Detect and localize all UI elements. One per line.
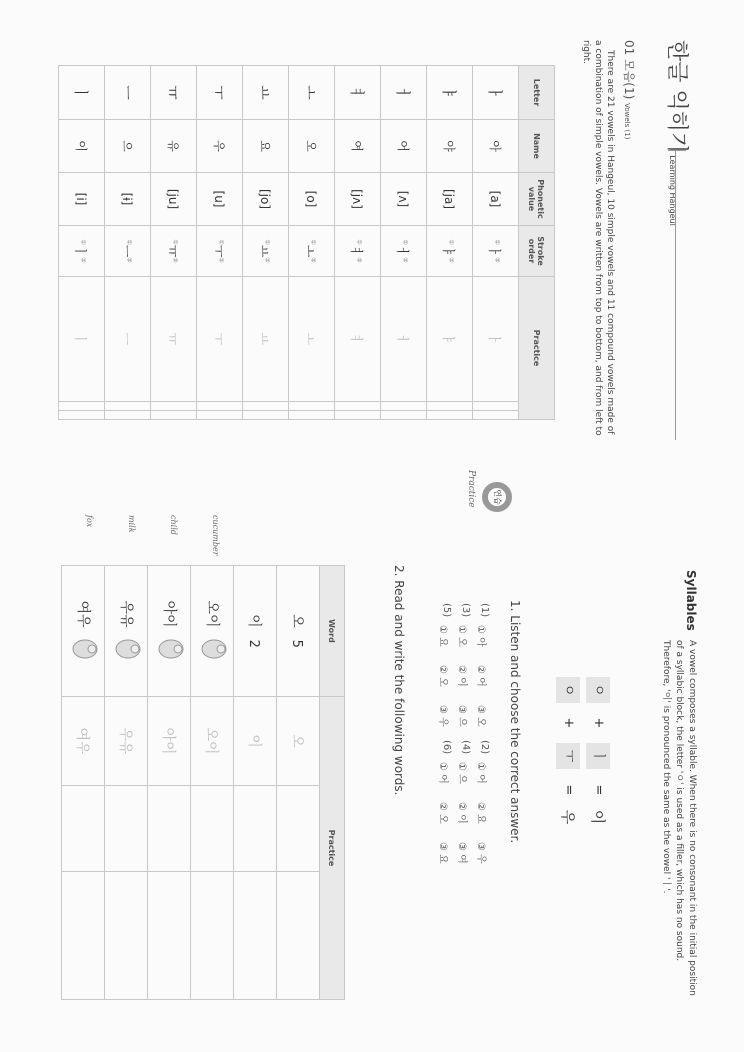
answer-option[interactable]: ① 아 — [475, 625, 486, 647]
page-title — [663, 40, 694, 226]
vowel-phonetic: [o] — [289, 173, 335, 226]
trace-letter: ㅗ — [289, 277, 335, 402]
stroke-number-icon: ② — [125, 257, 133, 263]
title-ko: 한글 익히기 — [664, 40, 689, 154]
stroke-number-icon: ② — [447, 257, 455, 263]
words-table — [61, 565, 345, 1000]
vowel-phonetic: [a] — [473, 173, 519, 226]
section-title — [621, 40, 638, 139]
stroke-order — [473, 226, 519, 277]
question-number: (4) — [460, 740, 471, 755]
practice-cell[interactable] — [197, 410, 243, 419]
vowel-name: 요 — [243, 120, 289, 173]
practice-cell[interactable] — [105, 786, 148, 872]
stroke-number-icon: ② — [309, 257, 317, 263]
answer-option[interactable]: ③ 여 — [456, 842, 467, 864]
vowel-row — [289, 66, 335, 420]
word-row — [148, 566, 191, 1000]
practice-cell[interactable] — [59, 401, 105, 410]
word-meaning-label: cucumber — [211, 515, 220, 556]
stroke-number-icon: ① — [493, 239, 501, 245]
vowel-phonetic: [ja] — [427, 173, 473, 226]
stroke-letter: ㅕ — [348, 244, 363, 258]
vowel-letter: ㅛ — [243, 66, 289, 120]
answer-option[interactable]: ② 이 — [456, 665, 467, 687]
word-cell — [191, 566, 234, 697]
practice-cell[interactable] — [151, 401, 197, 410]
formula-a: ㅇ — [556, 677, 580, 703]
vowel-phonetic: [i] — [59, 173, 105, 226]
header-practice: Practice — [519, 277, 555, 420]
stroke-number-icon: ① — [355, 239, 363, 245]
child-picture-icon — [152, 636, 186, 662]
stroke-number-icon: ② — [217, 257, 225, 263]
practice-cell[interactable] — [197, 401, 243, 410]
stroke-order — [427, 226, 473, 277]
practice-cell[interactable] — [62, 786, 105, 872]
vowel-name: 유 — [151, 120, 197, 173]
vowel-name: 오 — [289, 120, 335, 173]
stroke-order — [105, 226, 151, 277]
trace-word: 우유 — [105, 697, 148, 786]
practice-cell[interactable] — [243, 401, 289, 410]
practice-cell[interactable] — [151, 410, 197, 419]
stroke-number-icon: ① — [447, 239, 455, 245]
section-title-en: Vowels (1) — [623, 103, 631, 140]
stroke-order — [59, 226, 105, 277]
answer-option[interactable]: ② 어 — [475, 665, 486, 687]
trace-word: 여우 — [62, 697, 105, 786]
vowel-letter: ㅜ — [197, 66, 243, 120]
vowel-row — [335, 66, 381, 420]
trace-letter: ㅡ — [105, 277, 151, 402]
practice-cell[interactable] — [148, 786, 191, 872]
answer-option[interactable]: ① 으 — [456, 762, 467, 784]
word: 여우 — [75, 600, 91, 628]
vowel-letter: ㅣ — [59, 66, 105, 120]
vowel-name: 어 — [381, 120, 427, 173]
answer-option[interactable]: ① 어 — [437, 762, 448, 784]
trace-letter: ㅛ — [243, 277, 289, 402]
word: 아이 — [161, 600, 177, 628]
stroke-number-icon: ① — [263, 239, 271, 245]
vowel-phonetic: [jo] — [243, 173, 289, 226]
header-phonetic: Phonetic value — [519, 173, 555, 226]
practice-cell[interactable] — [381, 401, 427, 410]
practice-cell[interactable] — [427, 401, 473, 410]
answer-option[interactable]: ① 오 — [456, 625, 467, 647]
stroke-letter: ㅓ — [394, 244, 409, 258]
question-number: (3) — [460, 603, 471, 618]
formula-a: ㅇ — [586, 677, 610, 703]
word-row — [191, 566, 234, 1000]
stroke-number-icon: ① — [309, 239, 317, 245]
answer-option[interactable]: ③ 요 — [437, 842, 448, 864]
cucumber-picture-icon — [195, 636, 229, 662]
word: 오 — [289, 614, 305, 628]
vowel-phonetic: [jʌ] — [335, 173, 381, 226]
vowel-name: 이 — [59, 120, 105, 173]
header-name: Name — [519, 120, 555, 173]
formula-eq: = — [591, 784, 606, 796]
stroke-letter: ㅛ — [256, 244, 271, 258]
stroke-number-icon: ② — [79, 257, 87, 263]
word-cell — [234, 566, 277, 697]
vowel-letter: ㅕ — [335, 66, 381, 120]
stroke-number-icon: ① — [171, 239, 179, 245]
practice-cell[interactable] — [62, 872, 105, 1000]
stroke-number-icon: ① — [217, 239, 225, 245]
stroke-letter: ㅗ — [302, 244, 317, 258]
milk-picture-icon — [109, 636, 143, 662]
stroke-letter: ㅠ — [164, 244, 179, 258]
vowel-name: 우 — [197, 120, 243, 173]
stroke-letter: ㅣ — [72, 244, 87, 258]
formula-result: 우 — [559, 809, 577, 825]
vowel-row — [381, 66, 427, 420]
trace-word: 이 — [234, 697, 277, 786]
title-en: Learning Hangeul — [668, 155, 677, 226]
word-row — [277, 566, 320, 1000]
vowel-row — [59, 66, 105, 420]
vowel-table — [58, 65, 555, 420]
practice-cell[interactable] — [335, 410, 381, 419]
practice-badge: 연습 — [482, 482, 512, 512]
word: 우유 — [118, 600, 134, 628]
formula-eq: = — [561, 784, 576, 796]
word-row — [105, 566, 148, 1000]
practice-cell[interactable] — [473, 410, 519, 419]
stroke-number-icon: ① — [401, 239, 409, 245]
vowel-letter: ㅗ — [289, 66, 335, 120]
answer-option[interactable]: ② 오 — [437, 802, 448, 824]
formula-plus: + — [591, 717, 606, 729]
stroke-letter: ㅜ — [210, 244, 225, 258]
trace-word: 아이 — [148, 697, 191, 786]
trace-letter: ㅕ — [335, 277, 381, 402]
answer-option[interactable]: ② 오 — [437, 665, 448, 687]
word-meaning-label: milk — [127, 515, 136, 533]
answer-option[interactable]: ① 요 — [437, 625, 448, 647]
word-cell — [277, 566, 320, 697]
vowel-name: 아 — [473, 120, 519, 173]
exercise2-title: 2. Read and write the following words. — [392, 565, 406, 796]
word-row — [234, 566, 277, 1000]
word-cell — [148, 566, 191, 697]
fox-picture-icon — [66, 636, 100, 662]
answer-option[interactable]: ③ 우 — [475, 842, 486, 864]
vowel-phonetic: [ju] — [151, 173, 197, 226]
vowel-phonetic: [ɨ] — [105, 173, 151, 226]
vowel-letter: ㅑ — [427, 66, 473, 120]
header-practice: Practice — [320, 697, 345, 1000]
practice-cell[interactable] — [289, 410, 335, 419]
practice-cell[interactable] — [105, 401, 151, 410]
practice-cell[interactable] — [277, 872, 320, 1000]
vowel-row — [243, 66, 289, 420]
word-number: 5 — [289, 639, 304, 648]
stroke-number-icon: ② — [171, 257, 179, 263]
stroke-order — [335, 226, 381, 277]
formula-plus: + — [561, 717, 576, 729]
practice-cell[interactable] — [148, 872, 191, 1000]
syllables-heading: Syllables — [684, 570, 698, 631]
divider — [675, 150, 676, 440]
practice-cell[interactable] — [277, 786, 320, 872]
vowel-name: 야 — [427, 120, 473, 173]
practice-cell[interactable] — [289, 401, 335, 410]
formula-result: 이 — [589, 809, 607, 825]
question-number: (1) — [479, 603, 490, 618]
exercise1-title: 1. Listen and choose the correct answer. — [508, 600, 522, 844]
word: 오이 — [204, 600, 220, 628]
practice-cell[interactable] — [105, 872, 148, 1000]
answer-option[interactable]: ③ 우 — [437, 705, 448, 727]
trace-letter: ㅓ — [381, 277, 427, 402]
stroke-order — [151, 226, 197, 277]
stroke-number-icon: ② — [355, 257, 363, 263]
trace-letter: ㅏ — [473, 277, 519, 402]
syllables-text: A vowel composes a syllable. When there is no consonant in the initial position of a syllabic block, the letter 'ㅇ' is used as a filler, which has no sound. Therefore, '이' is pronounced the same as the vowel 'ㅣ'. — [661, 640, 697, 996]
vowel-letter: ㅏ — [473, 66, 519, 120]
practice-cell[interactable] — [427, 410, 473, 419]
practice-cell[interactable] — [59, 410, 105, 419]
stroke-order — [289, 226, 335, 277]
stroke-number-icon: ② — [263, 257, 271, 263]
stroke-order — [243, 226, 289, 277]
practice-cell[interactable] — [191, 872, 234, 1000]
practice-cell[interactable] — [105, 410, 151, 419]
practice-cell[interactable] — [234, 786, 277, 872]
stroke-letter: ㅡ — [118, 244, 133, 258]
practice-cell[interactable] — [335, 401, 381, 410]
vowel-row — [473, 66, 519, 420]
formula-b: ㅣ — [586, 743, 610, 769]
formula-b: ㅜ — [556, 743, 580, 769]
vowel-row — [197, 66, 243, 420]
practice-cell[interactable] — [243, 410, 289, 419]
practice-cell[interactable] — [234, 872, 277, 1000]
section-number: 01 — [622, 40, 636, 56]
vowel-letter: ㅡ — [105, 66, 151, 120]
vowel-phonetic: [ʌ] — [381, 173, 427, 226]
practice-cell[interactable] — [381, 410, 427, 419]
answer-option[interactable]: ① 어 — [475, 762, 486, 784]
vowel-row — [151, 66, 197, 420]
header-stroke: Stroke order — [519, 226, 555, 277]
vowel-phonetic: [u] — [197, 173, 243, 226]
stroke-number-icon: ① — [79, 239, 87, 245]
practice-cell[interactable] — [191, 786, 234, 872]
answer-option[interactable]: ③ 오 — [475, 705, 486, 727]
header-word: Word — [320, 566, 345, 697]
intro-text: There are 21 vowels in Hangeul, 10 simple vowels and 11 compound vowels made of a combination of simple vowels. Vowels are written from top to bottom, and from left to right. — [581, 40, 615, 436]
word-cell — [105, 566, 148, 697]
stroke-number-icon: ① — [125, 239, 133, 245]
stroke-letter: ㅏ — [486, 244, 501, 258]
question-number: (2) — [479, 740, 490, 755]
stroke-number-icon: ② — [493, 257, 501, 263]
trace-word: 오 — [277, 697, 320, 786]
practice-cell[interactable] — [473, 401, 519, 410]
word-row — [62, 566, 105, 1000]
question-number: (5) — [441, 603, 452, 618]
vowel-letter: ㅠ — [151, 66, 197, 120]
trace-letter: ㅣ — [59, 277, 105, 402]
trace-letter: ㅠ — [151, 277, 197, 402]
vowel-name: 으 — [105, 120, 151, 173]
section-title-ko: 모음(1) — [622, 59, 636, 100]
answer-option[interactable]: ② 이 — [456, 802, 467, 824]
word-number: 2 — [246, 639, 261, 648]
stroke-letter: ㅑ — [440, 244, 455, 258]
question-number: (6) — [441, 740, 452, 755]
divider — [668, 150, 686, 151]
word: 이 — [246, 614, 262, 628]
answer-option[interactable]: ③ 으 — [456, 705, 467, 727]
trace-letter: ㅑ — [427, 277, 473, 402]
word-cell — [62, 566, 105, 697]
vowel-letter: ㅓ — [381, 66, 427, 120]
stroke-order — [197, 226, 243, 277]
trace-letter: ㅜ — [197, 277, 243, 402]
answer-option[interactable]: ② 요 — [475, 802, 486, 824]
stroke-order — [381, 226, 427, 277]
vowel-name: 여 — [335, 120, 381, 173]
handwritten-note: Practice — [466, 470, 476, 508]
trace-word: 오이 — [191, 697, 234, 786]
stroke-number-icon: ② — [401, 257, 409, 263]
word-meaning-label: child — [169, 515, 178, 535]
word-meaning-label: fox — [85, 515, 94, 528]
vowel-row — [105, 66, 151, 420]
vowel-row — [427, 66, 473, 420]
header-letter: Letter — [519, 66, 555, 120]
